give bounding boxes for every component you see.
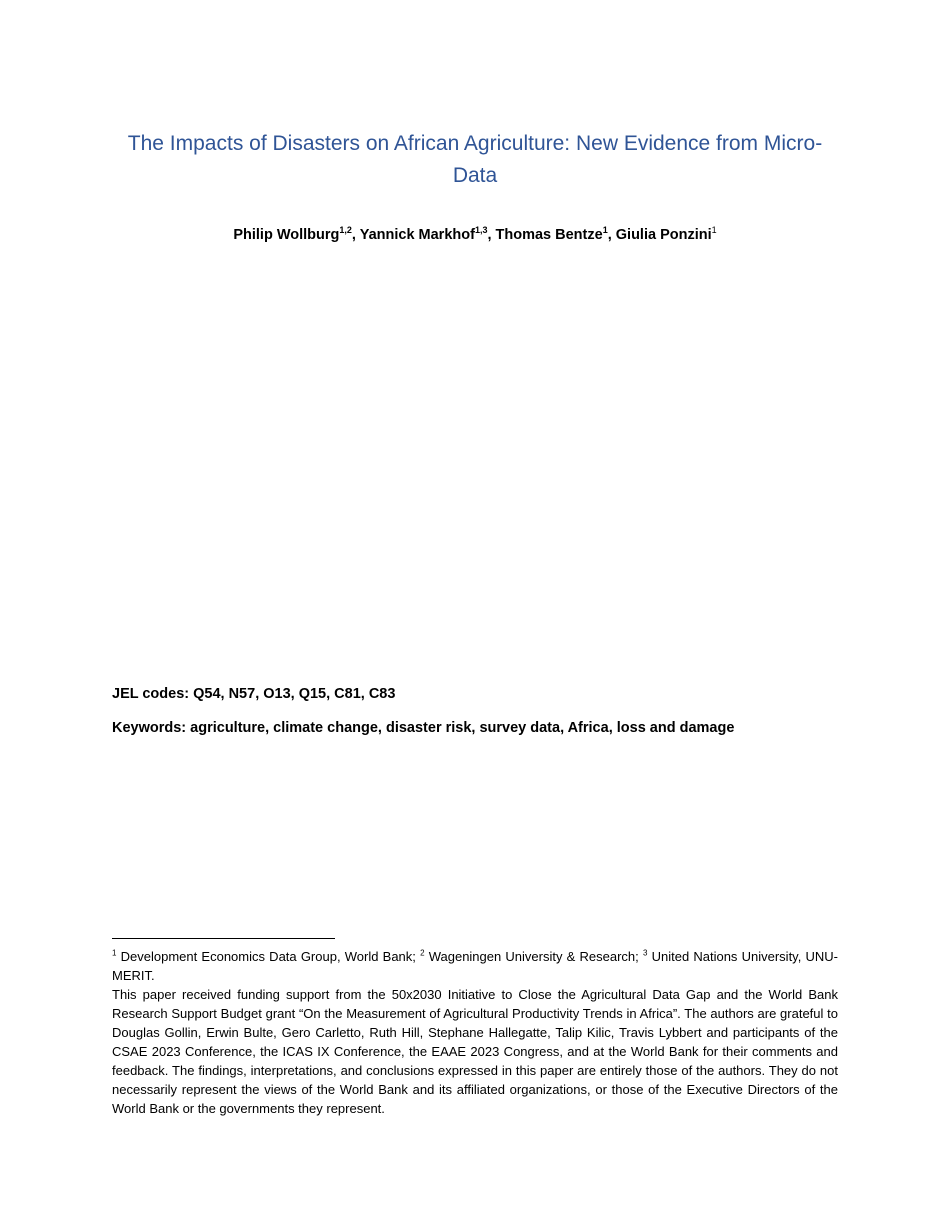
affiliation-text: Development Economics Data Group, World Bank; <box>116 949 421 964</box>
author-list <box>112 227 838 243</box>
author-name: Philip Wollburg <box>233 227 340 243</box>
author-separator: , <box>607 227 616 243</box>
author-affiliation-sup: 1 <box>711 225 717 236</box>
author-affiliation-sup: 1 <box>602 225 608 236</box>
author-separator: , <box>487 227 496 243</box>
author-name: Giulia Ponzini <box>615 227 712 243</box>
jel-codes: JEL codes: Q54, N57, O13, Q15, C81, C83 <box>112 686 396 702</box>
footnote-divider <box>112 938 335 939</box>
footnote-affiliations <box>112 947 838 985</box>
author-affiliation-sup: 1,2 <box>339 225 352 236</box>
affiliation-text: Wageningen University & Research; <box>424 949 643 964</box>
footnote-number: 3 <box>642 948 648 958</box>
paper-title: The Impacts of Disasters on African Agriculture: New Evidence from Micro-Data <box>127 132 823 187</box>
author-name: Yannick Markhof <box>359 227 475 243</box>
footnote-number: 1 <box>112 948 117 958</box>
footnote-funding: This paper received funding support from the 50x2030 Initiative to Close the Agricultural Data Gap and the World Bank Research Support Budget grant “On the Measurement of Agricultural Productivity Trends in Africa”. The authors are grateful to Douglas Gollin, Erwin Bulte, Gero Carletto, Ruth Hill, Stephane Hallegatte, Talip Kilic, Travis Lybbert and participants of the CSAE 2023 Conference, the ICAS IX Conference, the EAAE 2023 Congress, and at the World Bank for their comments and feedback. The findings, interpretations, and conclusions expressed in this paper are entirely those of the authors. They do not necessarily represent the views of the World Bank and its affiliated organizations, or those of the Executive Directors of the World Bank or the governments they represent. <box>112 987 838 1116</box>
author-name: Thomas Bentze <box>495 227 603 243</box>
author-separator: , <box>351 227 360 243</box>
author-affiliation-sup: 1,3 <box>474 225 488 236</box>
footnote-number: 2 <box>420 948 425 958</box>
affiliation-text: United Nations University, UNU-MERIT. <box>112 949 839 983</box>
footnotes <box>112 947 838 1118</box>
keywords: Keywords: agriculture, climate change, disaster risk, survey data, Africa, loss and damage <box>112 720 735 736</box>
